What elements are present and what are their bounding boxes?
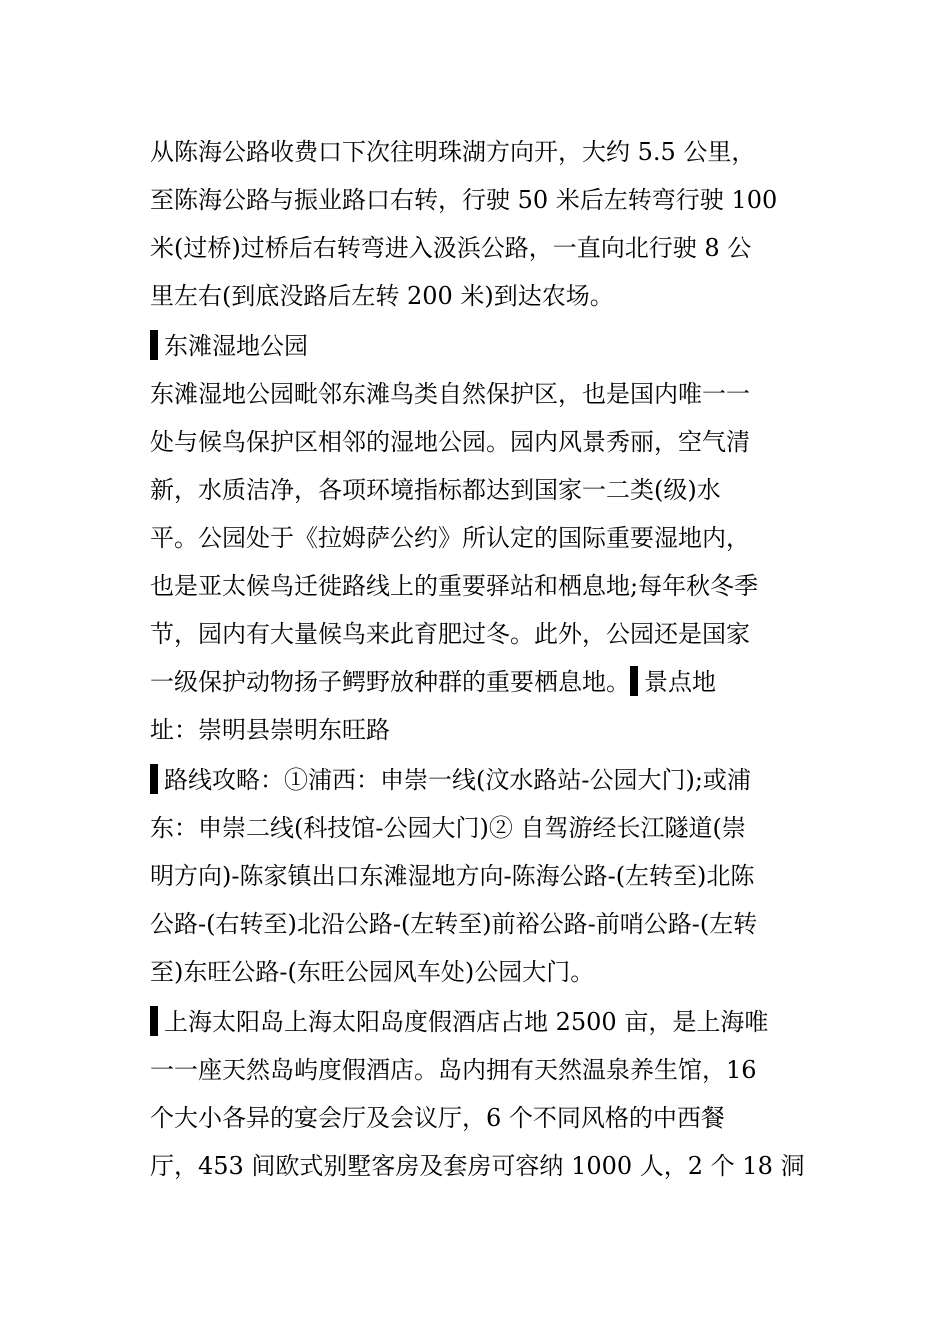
heading-bar-icon (150, 764, 158, 794)
text-line: 厅，453 间欧式别墅客房及套房可容纳 1000 人，2 个 18 洞 (150, 1152, 805, 1180)
line-text: 一级保护动物扬子鳄野放种群的重要栖息地。 (150, 668, 630, 696)
heading-bar-icon (150, 330, 158, 360)
address-label: 景点地 (644, 668, 716, 696)
heading-bar-icon (150, 1006, 158, 1036)
document-body (150, 128, 810, 1190)
section-heading-dongtan (150, 322, 810, 370)
text-line: 明方向)-陈家镇出口东滩湿地方向-陈海公路-(左转至)北陈 (150, 862, 755, 890)
text-line: 至陈海公路与振业路口右转，行驶 50 米后左转弯行驶 100 (150, 186, 778, 214)
text-line: 东：申崇二线(科技馆-公园大门)② 自驾游经长江隧道(崇 (150, 814, 746, 842)
text-line: 也是亚太候鸟迁徙路线上的重要驿站和栖息地;每年秋冬季 (150, 572, 759, 600)
route-text: 路线攻略：①浦西：申崇一线(汶水路站-公园大门);或浦 (164, 766, 751, 794)
heading-text: 东滩湿地公园 (164, 332, 308, 360)
text-line: 公路-(右转至)北沿公路-(左转至)前裕公路-前哨公路-(左转 (150, 910, 758, 938)
text-line (150, 658, 810, 706)
route-guide-line (150, 756, 810, 804)
heading-bar-icon (630, 666, 638, 696)
text-line: 东滩湿地公园毗邻东滩鸟类自然保护区，也是国内唯一一 (150, 380, 750, 408)
text-line: 新，水质洁净，各项环境指标都达到国家一二类(级)水 (150, 476, 721, 504)
text-line: 处与候鸟保护区相邻的湿地公园。园内风景秀丽，空气清 (150, 428, 750, 456)
address-line: 址：崇明县崇明东旺路 (150, 716, 390, 744)
text-line: 从陈海公路收费口下次往明珠湖方向开，大约 5.5 公里， (150, 138, 756, 166)
text-line: 至)东旺公路-(东旺公园风车处)公园大门。 (150, 958, 595, 986)
text-line: 个大小各异的宴会厅及会议厅，6 个不同风格的中西餐 (150, 1104, 725, 1132)
text-line: 米(过桥)过桥后右转弯进入汲浜公路，一直向北行驶 8 公 (150, 234, 752, 262)
section-heading-taiyangdao (150, 998, 810, 1046)
text-line: 一一座天然岛屿度假酒店。岛内拥有天然温泉养生馆，16 (150, 1056, 757, 1084)
text-line: 里左右(到底没路后左转 200 米)到达农场。 (150, 282, 614, 310)
text-line: 平。公园处于《拉姆萨公约》所认定的国际重要湿地内， (150, 524, 750, 552)
text-line: 节，园内有大量候鸟来此育肥过冬。此外，公园还是国家 (150, 620, 750, 648)
section-text: 上海太阳岛上海太阳岛度假酒店占地 2500 亩，是上海唯 (164, 1008, 769, 1036)
